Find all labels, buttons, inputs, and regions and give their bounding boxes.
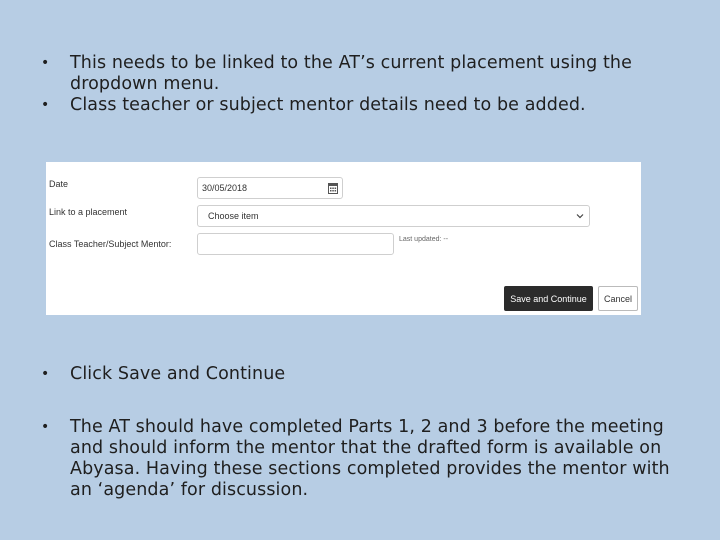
bullet-text: Click Save and Continue (70, 364, 286, 384)
final-bullet-list (0, 417, 720, 501)
bullet-text: This needs to be linked to the AT’s current placement using the dropdown menu. (70, 53, 632, 94)
bullet-item (0, 53, 720, 95)
calendar-icon[interactable] (328, 182, 338, 194)
form-screenshot-panel (46, 162, 641, 315)
instruction-bullet-list (0, 364, 720, 385)
date-input[interactable] (197, 177, 343, 199)
last-updated-text: Last updated: -- (399, 236, 449, 243)
date-value: 30/05/2018 (202, 183, 248, 193)
cancel-button[interactable]: Cancel (598, 286, 638, 311)
bullet-marker: • (41, 419, 50, 435)
bullet-item (0, 95, 720, 116)
mentor-input[interactable] (197, 233, 394, 255)
mentor-label: Class Teacher/Subject Mentor: (49, 239, 172, 249)
bullet-text: Class teacher or subject mentor details need to be added. (70, 95, 586, 115)
bullet-marker: • (41, 55, 50, 71)
bullet-item (0, 364, 720, 385)
placement-selected-value: Choose item (208, 211, 259, 221)
placement-select[interactable] (197, 205, 590, 227)
save-and-continue-button[interactable]: Save and Continue (504, 286, 593, 311)
chevron-down-icon[interactable] (576, 212, 584, 220)
bullet-text: The AT should have completed Parts 1, 2 and 3 before the meeting and should inform the mentor that the drafted form is available on Abyasa. Having these sections completed provides the mentor with an ‘agenda’ for discussion. (70, 417, 670, 500)
bullet-marker: • (41, 366, 50, 382)
placement-label: Link to a placement (49, 207, 128, 217)
date-label: Date (49, 179, 69, 189)
bullet-marker: • (41, 97, 50, 113)
intro-bullet-list (0, 53, 720, 116)
bullet-item (0, 417, 720, 501)
